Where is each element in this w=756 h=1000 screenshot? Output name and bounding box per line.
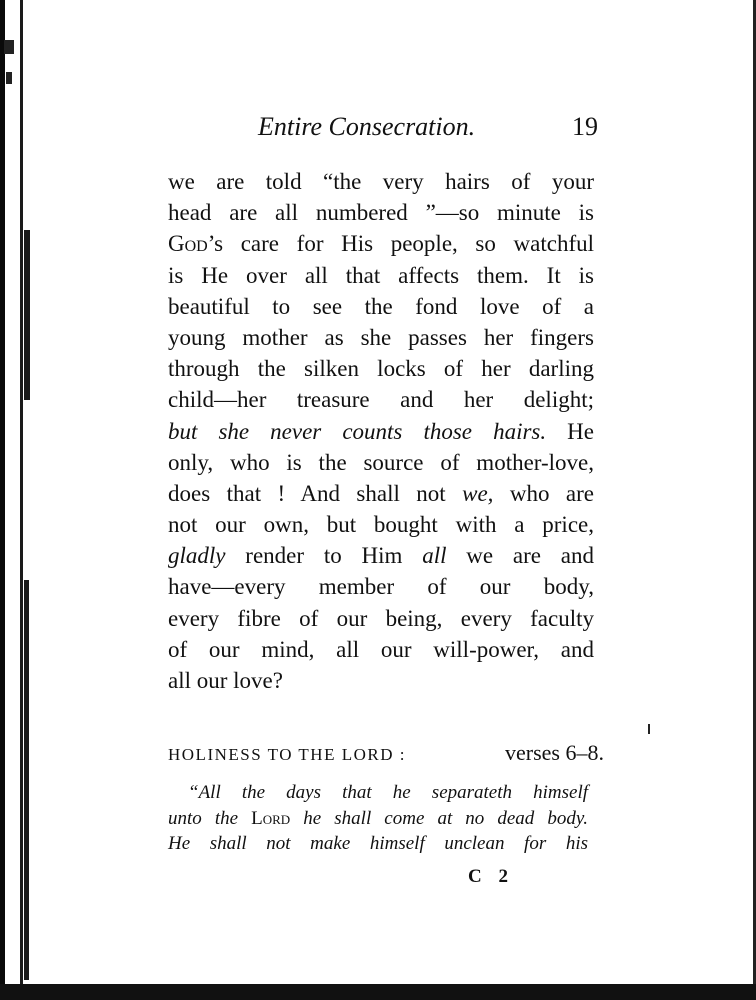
text-line: head are all numbered ”—so minute is [168,200,594,226]
text-run: He [546,418,594,444]
section-heading [168,740,604,766]
text-line: every fibre of our being, every faculty [168,605,594,631]
binding-gutter [20,0,23,990]
text-line [168,228,594,259]
scan-edge-bottom [0,984,756,1000]
ink-speck [648,724,650,734]
text-run: ’s care for His people, so watchful [207,231,594,257]
quote-line: “All the days that he separateth himself [188,782,588,803]
text-line: all our love? [168,668,283,693]
italic-word: we, [462,480,494,506]
text-line: only, who is the source of mother-love, [168,449,594,475]
text-line [168,416,594,447]
text-run: unto the [168,807,252,829]
text-line: have—every member of our body, [168,574,594,600]
page-number: 19 [572,112,598,141]
text-line: beautiful to see the fond love of a [168,293,594,319]
ink-speck [6,72,12,84]
text-run: does that ! And shall not [168,480,463,506]
signature-mark: C 2 [468,866,514,887]
quote-line [168,806,588,832]
binding-shadow-lower [24,580,29,980]
quote-line: He shall not make himself unclean for his [168,833,588,854]
text-line [168,540,594,571]
body-paragraph [168,166,594,696]
text-line: not our own, but bought with a price, [168,512,594,538]
binding-shadow [24,230,30,400]
text-line: we are told “the very hairs of your [168,169,594,194]
italic-phrase: but she never counts those hairs. [168,418,547,444]
text-run: who are [493,480,595,506]
section-title: HOLINESS TO THE LORD : [168,745,406,764]
running-head [258,112,598,152]
text-line: is He over all that affects them. It is [168,262,594,288]
italic-word: gladly [168,543,226,569]
text-line: young mother as she passes her fingers [168,324,594,350]
ink-speck [4,40,14,54]
text-line [168,478,594,509]
text-line: of our mind, all our will-power, and [168,636,594,662]
small-caps-word: God [168,231,208,257]
text-run: he shall come at no dead body. [290,807,588,829]
text-line: child—her treasure and her delight; [168,387,594,413]
running-title: Entire Consecration. [258,112,476,141]
text-run: render to Him [225,543,423,569]
scripture-quote [168,780,588,857]
small-caps-word: Lord [251,807,291,829]
text-run: we are and [446,543,595,569]
scan-edge-left [0,0,5,1000]
italic-word: all [422,543,447,569]
text-line: through the silken locks of her darling [168,356,594,382]
verse-reference: verses 6–8. [505,740,604,765]
